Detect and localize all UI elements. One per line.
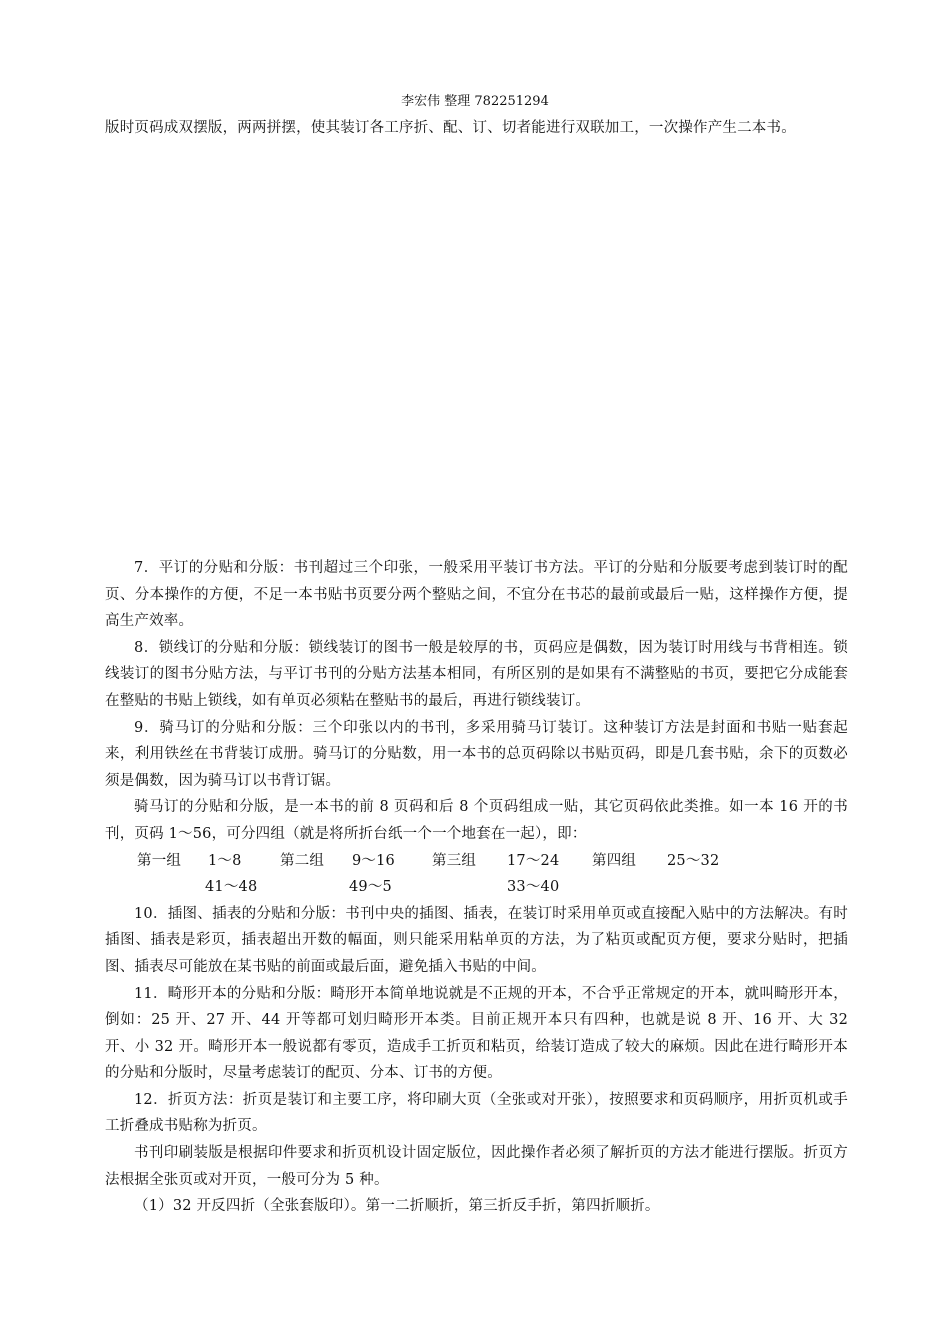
group-name-1: 第一组 <box>137 852 182 869</box>
page-header: 李宏伟 整理 782251294 <box>401 94 549 109</box>
main-content <box>105 555 848 1220</box>
paragraph-12-item-1: （1）32 开反四折（全张套版印）。第一二折顺折，第三折反手折，第四折顺折。 <box>134 1198 660 1215</box>
paragraph-8-thread-sewing: 8．锁线订的分贴和分版：锁线装订的图书一般是较厚的书，页码应是偶数，因为装订时用线与书背相连。锁线装订的图书分贴方法，与平订书刊的分贴方法基本相同，有所区别的是如果有不满整贴的书页，要把它分成能套在整贴的书贴上锁线，如有单页必须粘在整贴书的最后，再进行锁线装订。 <box>105 639 848 709</box>
group-range-2b: 49～5 <box>349 879 392 896</box>
continuation-paragraph <box>105 115 848 142</box>
paragraph-10-inserts: 10．插图、插表的分贴和分版：书刊中央的插图、插表，在装订时采用单页或直接配入贴中的方法解决。有时插图、插表是彩页，插表超出开数的幅面，则只能采用粘单页的方法，为了粘页或配页方便，要求分贴时，把插图、插表尽可能放在某书贴的前面或最后面，避免插入书贴的中间。 <box>105 905 848 975</box>
group-row-2 <box>105 874 848 901</box>
group-range-4: 25～32 <box>667 852 720 869</box>
paragraph-7-flat-binding: 7．平订的分贴和分版：书刊超过三个印张，一般采用平装订书方法。平订的分贴和分版要考虑到装订时的配页、分本操作的方便，不足一本书贴书页要分两个整贴之间，不宜分在书芯的最前或最后一贴，这样操作方便，提高生产效率。 <box>105 560 848 630</box>
group-name-2: 第二组 <box>280 852 325 869</box>
paragraph-9-saddle-stitch: 9．骑马订的分贴和分版：三个印张以内的书刊，多采用骑马订装订。这种装订方法是封面和书贴一贴套起来，利用铁丝在书背装订成册。骑马订的分贴数，用一本书的总页码除以书贴页码，即是几套书贴，余下的页数必须是偶数，因为骑马订以书背订锯。 <box>105 719 848 789</box>
paragraph-12-folding: 12．折页方法：折页是装订和主要工序，将印刷大页（全张或对开张），按照要求和页码顺序，用折页机或手工折叠成书贴称为折页。 <box>105 1091 848 1135</box>
paragraph-9-saddle-stitch-example: 骑马订的分贴和分版，是一本书的前 8 页码和后 8 个页码组成一贴，其它页码依此类推。如一本 16 开的书刊，页码 1～56，可分四组（就是将所折台纸一个一个地套在一起），即： <box>105 799 848 842</box>
group-range-3b: 33～40 <box>507 879 560 896</box>
group-row-1 <box>105 848 848 875</box>
group-range-1: 1～8 <box>208 852 242 869</box>
group-range-3: 17～24 <box>507 852 560 869</box>
group-name-4: 第四组 <box>592 852 637 869</box>
group-range-1b: 41～48 <box>205 879 258 896</box>
paragraph-continued: 版时页码成双摆版，两两拼摆，使其装订各工序折、配、订、切者能进行双联加工，一次操作产生二本书。 <box>105 120 796 136</box>
paragraph-11-irregular-format: 11．畸形开本的分贴和分版：畸形开本简单地说就是不正规的开本，不合乎正常规定的开本，就叫畸形开本，倒如：25 开、27 开、44 开等都可划归畸形开本类。目前正规开本只有四种，也就是说 8 开、16 开、大 32 开、小 32 开。畸形开本一般说都有零页，造成手工折页和粘页，给装订造成了较大的麻烦。因此在进行畸形开本的分贴和分版时，尽量考虑装订的配页、分本、订书的方便。 <box>105 985 848 1082</box>
group-range-2: 9～16 <box>352 852 395 869</box>
group-name-3: 第三组 <box>432 852 477 869</box>
paragraph-12-imposition: 书刊印刷装版是根据印件要求和折页机设计固定版位，因此操作者必须了解折页的方法才能进行摆版。折页方法根据全张页或对开页，一般可分为 5 种。 <box>105 1145 848 1188</box>
